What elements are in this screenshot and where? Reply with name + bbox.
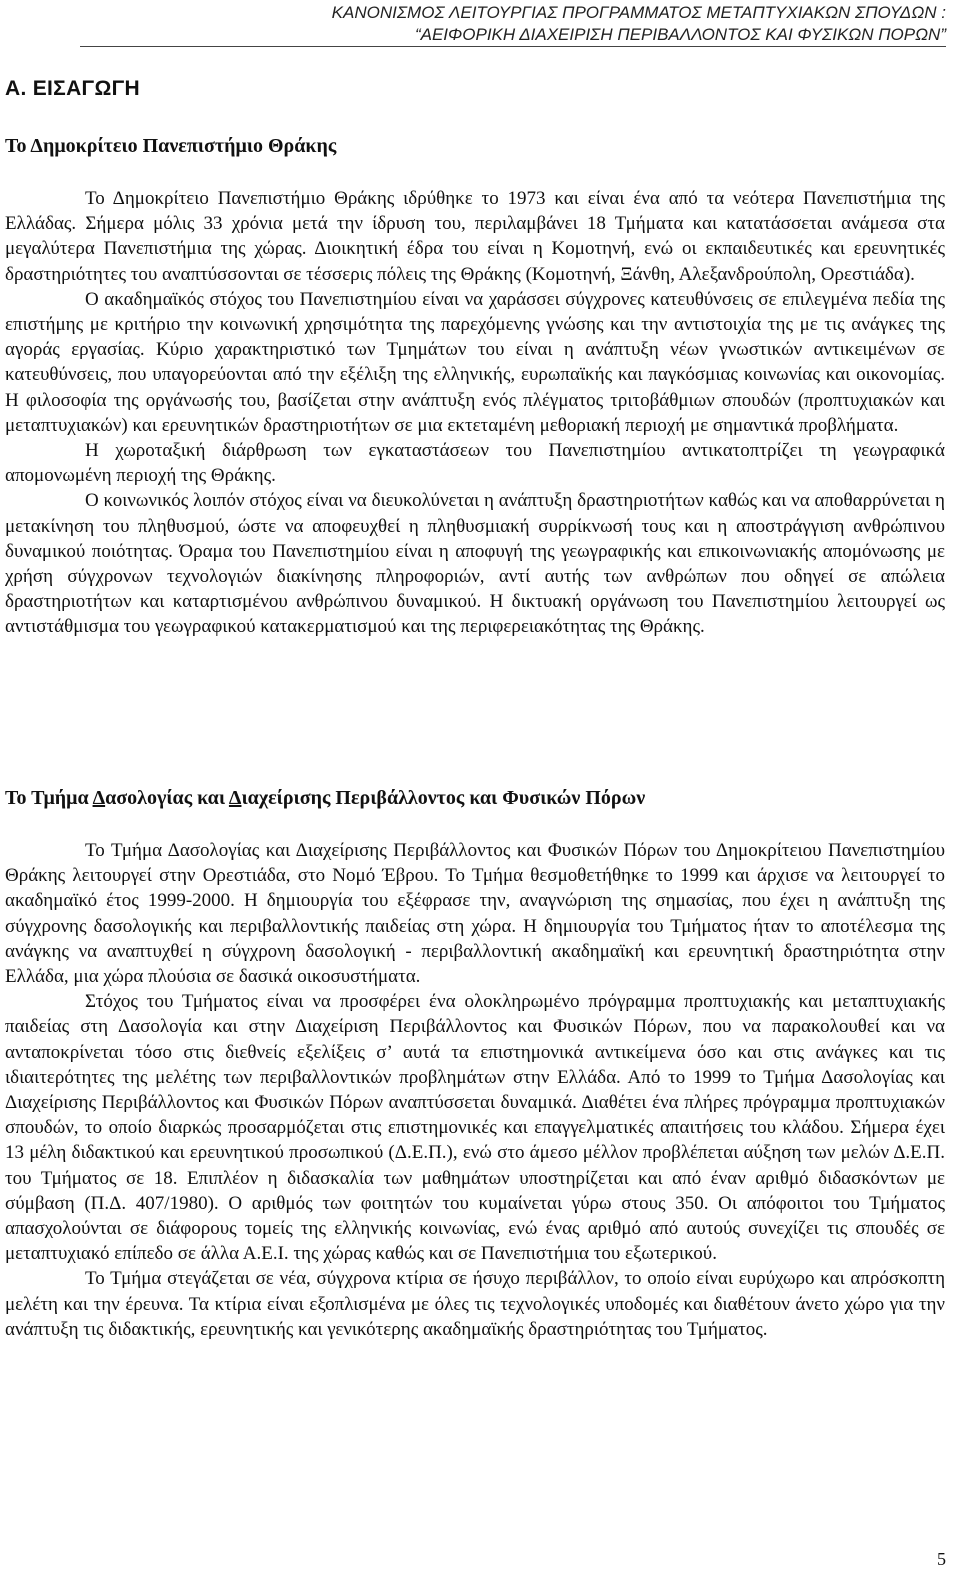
department-heading-part: ασολογίας και [105,787,229,809]
university-paragraph-1: Το Δημοκρίτειο Πανεπιστήμιο Θράκης ιδρύθηκε το 1973 και είναι ένα από τα νεότερα Πανεπιστήμια της Ελλάδας. Σήμερα μόλις 33 χρόνια μετά την ίδρυση του, περιλαμβάνει 18 Τμήματα και κατατάσσεται ανάμεσα στα μεγαλύτερα Πανεπιστήμια της χώρας. Διοικητική έδρα του είναι η Κομοτηνή, ενώ οι εκπαιδευτικές και ερευνητικές δραστηριότητες του αναπτύσσονται σε τέσσερις πόλεις της Θράκης (Κομοτηνή, Ξάνθη, Αλεξανδρούπολη, Ορεστιάδα). [5,188,945,285]
university-paragraph-4: Ο κοινωνικός λοιπόν στόχος είναι να διευκολύνεται η ανάπτυξη δραστηριοτήτων καθώς και να αποθαρρύνεται η μετακίνηση του πληθυσμού, ώστε να αποφευχθεί η πληθυσμιακή συρρίκνωσή τους και η αποστράγγιση ανθρώπινου δυναμικού ποιότητας. Όραμα του Πανεπιστημίου είναι η αποφυγή της γεωγραφικής και επικοινωνιακής απομόνωσης με χρήση σύγχρονων τεχνολογιών διακίνησης πληροφοριών, αντί αυτής των ανθρώπων που οδηγεί σε απώλεια δραστηριοτήτων και καταρτισμένου ανθρώπινου δυναμικού. Η δικτυακή οργάνωση του Πανεπιστημίου λειτουργεί ως αντιστάθμισμα του γεωγραφικού κατακερματισμού και της περιφερειακότητας της Θράκης. [5,490,945,638]
department-heading [5,784,645,812]
department-paragraph-1: Το Τμήμα Δασολογίας και Διαχείρισης Περιβάλλοντος και Φυσικών Πόρων του Δημοκρίτειου Πανεπιστημίου Θράκης λειτουργεί στην Ορεστιάδα, στο Νομό Έβρου. Το Τμήμα θεσμοθετήθηκε το 1999 και άρχισε να λειτουργεί το ακαδημαϊκό έτος 1999-2000. Η δημιουργία του εξέφρασε την, αναγνώριση της σημασίας, που έχει η ανάπτυξη της σύγχρονης δασολογικής και περιβαλλοντικής παιδείας στη χώρα. Η δημιουργία του Τμήματος ήταν το αποτέλεσμα της ανάγκης να αναπτυχθεί η σύγχρονη δασολογική - περιβαλλοντική ακαδημαϊκή και ερευνητική δραστηριότητα στην Ελλάδα, μια χώρα πλούσια σε δασικά οικοσυστήματα. [5,840,945,988]
section-title: Α. ΕΙΣΑΓΩΓΗ [5,77,140,100]
university-text [5,186,945,640]
running-header [46,2,946,46]
university-paragraph-3: Η χωροταξική διάρθρωση των εγκαταστάσεων του Πανεπιστημίου αντικατοπτρίζει τη γεωγραφικά απομονωμένη περιοχή της Θράκης. [5,440,945,487]
department-heading-part: Το Τμήμα [5,787,93,809]
department-heading-underlined-letter: Δ [92,787,106,809]
department-paragraph-2: Στόχος του Τμήματος είναι να προσφέρει ένα ολοκληρωμένο πρόγραμμα προπτυχιακής και μεταπτυχιακής παιδείας στη Δασολογία και στην Διαχείριση Περιβάλλοντος και Φυσικών Πόρων, που να παρακολουθεί και να ανταποκρίνεται τόσο στις διεθνείς εξελίξεις σ’ αυτά τα επιστημονικά αντικείμενα όσο και στις ανάγκες και τις ιδιαιτερότητες της μελέτης των περιβαλλοντικών προβλημάτων στην Ελλάδα. Από το 1999 το Τμήμα Δασολογίας και Διαχείρισης Περιβάλλοντος και Φυσικών Πόρων αναπτύσσεται δυναμικά. Διαθέτει ένα πλήρες πρόγραμμα προπτυχιακών σπουδών, το οποίο διαρκώς προσαρμόζεται στις επιστημονικές και επαγγελματικές απαιτήσεις του κλάδου. Σήμερα έχει 13 μέλη διδακτικού και ερευνητικού προσωπικού (Δ.Ε.Π.), ενώ στο άμεσο μέλλον προβλέπεται αύξηση των μελών Δ.Ε.Π. του Τμήματος σε 18. Επιπλέον η διδασκαλία των μαθημάτων υποστηρίζεται και από έναν αριθμό διδασκόντων με σύμβαση (Π.Δ. 407/1980). Ο αριθμός των φοιτητών του κυμαίνεται γύρω στους 350. Οι απόφοιτοι του Τμήματος απασχολούνται σε διάφορους τομείς της ελληνικής κοινωνίας, ενώ ένας αριθμό από αυτούς συνεχίζει τις σπουδές σε μεταπτυχιακό επίπεδο σε άλλα Α.Ε.Ι. της χώρας καθώς και σε Πανεπιστήμια του εξωτερικού. [5,991,945,1265]
department-heading-underlined-letter: Δ [228,787,242,809]
running-header-line-2: “ΑΕΙΦΟΡΙΚΗ ΔΙΑΧΕΙΡΙΣΗ ΠΕΡΙΒΑΛΛΟΝΤΟΣ ΚΑΙ ΦΥΣΙΚΩΝ ΠΟΡΩΝ” [414,25,946,44]
university-paragraph-2: Ο ακαδημαϊκός στόχος του Πανεπιστημίου είναι να χαράσσει σύγχρονες κατευθύνσεις σε επιλεγμένα πεδία της επιστήμης με κριτήριο την κοινωνική χρησιμότητα της παρεχόμενης γνώσης και την αντιστοιχία της με τις ανάγκες της αγοράς εργασίας. Κύριο χαρακτηριστικό των Τμημάτων του είναι η ανάπτυξη νέων γνωστικών αντικειμένων σε κατευθύνσεις, που υπαγορεύονται από την εξέλιξη της ελληνικής, ευρωπαϊκής και παγκόσμιας κοινωνίας και οικονομίας. Η φιλοσοφία της οργάνωσής του, βασίζεται στην ανάπτυξη ενός πλέγματος τριτοβάθμιων σπουδών (προπτυχιακών και μεταπτυχιακών) και ερευνητικών δραστηριοτήτων σε μια εκτεταμένη μεθοριακή περιοχή με σημαντικά προβλήματα. [5,288,945,436]
department-paragraph-3: Το Τμήμα στεγάζεται σε νέα, σύγχρονα κτίρια σε ήσυχο περιβάλλον, το οποίο είναι ευρύχωρο και απρόσκοπτη μελέτη και την έρευνα. Τα κτίρια είναι εξοπλισμένα με όλες τις τεχνολογικές υποδομές και διαθέτουν άνετο χώρο για την ανάπτυξη τις διδακτικής, ερευνητικής και γενικότερης ακαδημαϊκής δραστηριότητας του Τμήματος. [5,1268,945,1340]
department-heading-part: ιαχείρισης Περιβάλλοντος και Φυσικών Πόρων [241,787,646,809]
running-header-line-1: ΚΑΝΟΝΙΣΜΟΣ ΛΕΙΤΟΥΡΓΙΑΣ ΠΡΟΓΡΑΜΜΑΤΟΣ ΜΕΤΑΠΤΥΧΙΑΚΩΝ ΣΠΟΥΔΩΝ : [331,3,946,22]
university-heading: Το Δημοκρίτειο Πανεπιστήμιο Θράκης [5,135,337,157]
header-divider [80,46,946,47]
department-text [5,838,945,1342]
page-number: 5 [937,1549,946,1569]
